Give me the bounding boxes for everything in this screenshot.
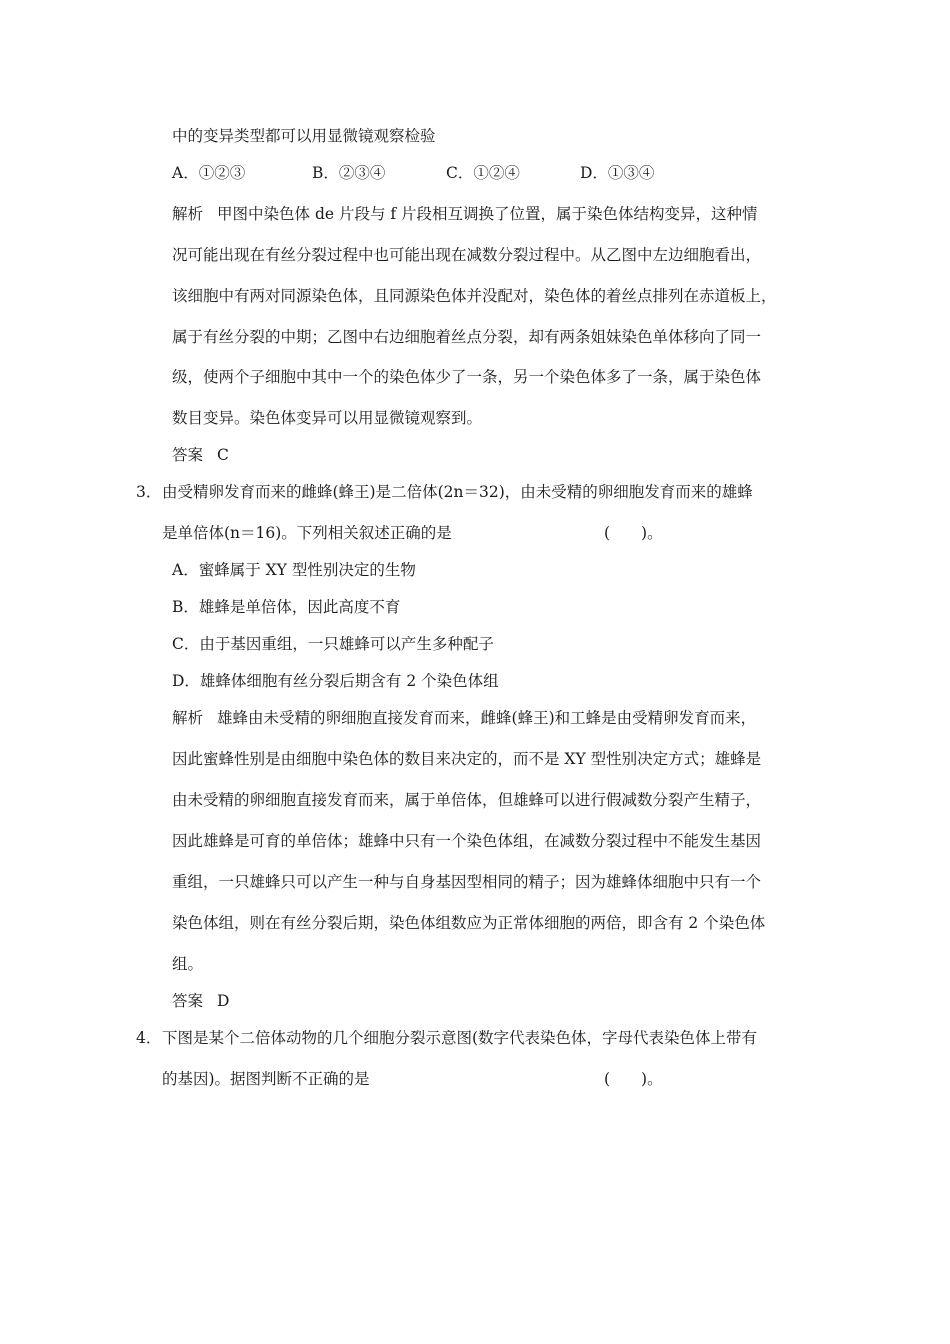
- q3-analysis-line-1: [172, 708, 756, 728]
- q3-option-b: B．雄蜂是单倍体，因此高度不育: [172, 598, 401, 616]
- q3-analysis-label: 解析: [172, 709, 204, 727]
- q3-analysis-line-4: 因此雄蜂是可育的单倍体；雄蜂中只有一个染色体组，在减数分裂过程中不能发生基因: [172, 832, 762, 850]
- q2-analysis-line-5: 级，使两个子细胞中其中一个的染色体少了一条，另一个染色体多了一条，属于染色体: [172, 368, 762, 386]
- q3-stem-line-2: 是单倍体(n＝16)。下列相关叙述正确的是: [162, 524, 452, 542]
- q3-analysis-line-7: 组。: [172, 955, 204, 973]
- q2-analysis-line-6: 数目变异。染色体变异可以用显微镜观察到。: [172, 409, 483, 427]
- q3-answer-label: 答案: [172, 992, 204, 1010]
- q2-stem-tail: 中的变异类型都可以用显微镜观察检验: [172, 127, 436, 145]
- q3-option-a: A．蜜蜂属于 XY 型性别决定的生物: [172, 561, 416, 579]
- q3-option-c: C．由于基因重组，一只雄蜂可以产生多种配子: [172, 635, 494, 653]
- q2-option-d: D．①③④: [580, 164, 655, 182]
- q3-analysis-line-3: 由未受精的卵细胞直接发育而来，属于单倍体，但雄蜂可以进行假减数分裂产生精子，: [172, 791, 762, 809]
- q2-option-b: B．②③④: [312, 164, 386, 182]
- q3-answer-blank: ( )。: [604, 524, 663, 542]
- q2-answer-value: C: [217, 446, 229, 464]
- q4-stem-line-1: 下图是某个二倍体动物的几个细胞分裂示意图(数字代表染色体，字母代表染色体上带有: [162, 1029, 758, 1047]
- q3-analysis-line-2: 因此蜜蜂性别是由细胞中染色体的数目来决定的，而不是 XY 型性别决定方式；雄蜂是: [172, 750, 762, 768]
- q3-analysis-text-1: 雄蜂由未受精的卵细胞直接发育而来，雌蜂(蜂王)和工蜂是由受精卵发育而来，: [217, 709, 757, 727]
- q2-answer: [172, 445, 229, 465]
- q3-answer-value: D: [217, 992, 230, 1010]
- q2-analysis-text-1: 甲图中染色体 de 片段与 f 片段相互调换了位置，属于染色体结构变异，这种情: [217, 205, 758, 223]
- q2-analysis-line-2: 况可能出现在有丝分裂过程中也可能出现在减数分裂过程中。从乙图中左边细胞看出，: [172, 246, 762, 264]
- q3-option-d: D．雄蜂体细胞有丝分裂后期含有 2 个染色体组: [172, 672, 499, 690]
- q2-answer-label: 答案: [172, 446, 204, 464]
- q3-analysis-line-6: 染色体组，则在有丝分裂后期，染色体组数应为正常体细胞的两倍，即含有 2 个染色体: [172, 914, 766, 932]
- q3-stem-line-1: 由受精卵发育而来的雌蜂(蜂王)是二倍体(2n＝32)，由未受精的卵细胞发育而来的雄蜂: [162, 483, 753, 501]
- q2-analysis-label: 解析: [172, 205, 204, 223]
- q2-analysis-line-1: [172, 204, 758, 224]
- q4-stem-line-2: 的基因)。据图判断不正确的是: [162, 1070, 370, 1088]
- q3-analysis-line-5: 重组，一只雄蜂只可以产生一种与自身基因型相同的精子；因为雄蜂体细胞中只有一个: [172, 873, 762, 891]
- q2-option-c: C．①②④: [446, 164, 520, 182]
- q4-number: 4．: [136, 1029, 162, 1047]
- q2-option-a: A．①②③: [172, 164, 246, 182]
- q3-answer: [172, 991, 229, 1011]
- q4-answer-blank: ( )。: [604, 1070, 663, 1088]
- q2-analysis-line-4: 属于有丝分裂的中期；乙图中右边细胞着丝点分裂，却有两条姐妹染色单体移向了同一: [172, 328, 762, 346]
- q3-number: 3．: [136, 483, 162, 501]
- q2-analysis-line-3: 该细胞中有两对同源染色体，且同源染色体并没配对，染色体的着丝点排列在赤道板上，: [172, 287, 777, 305]
